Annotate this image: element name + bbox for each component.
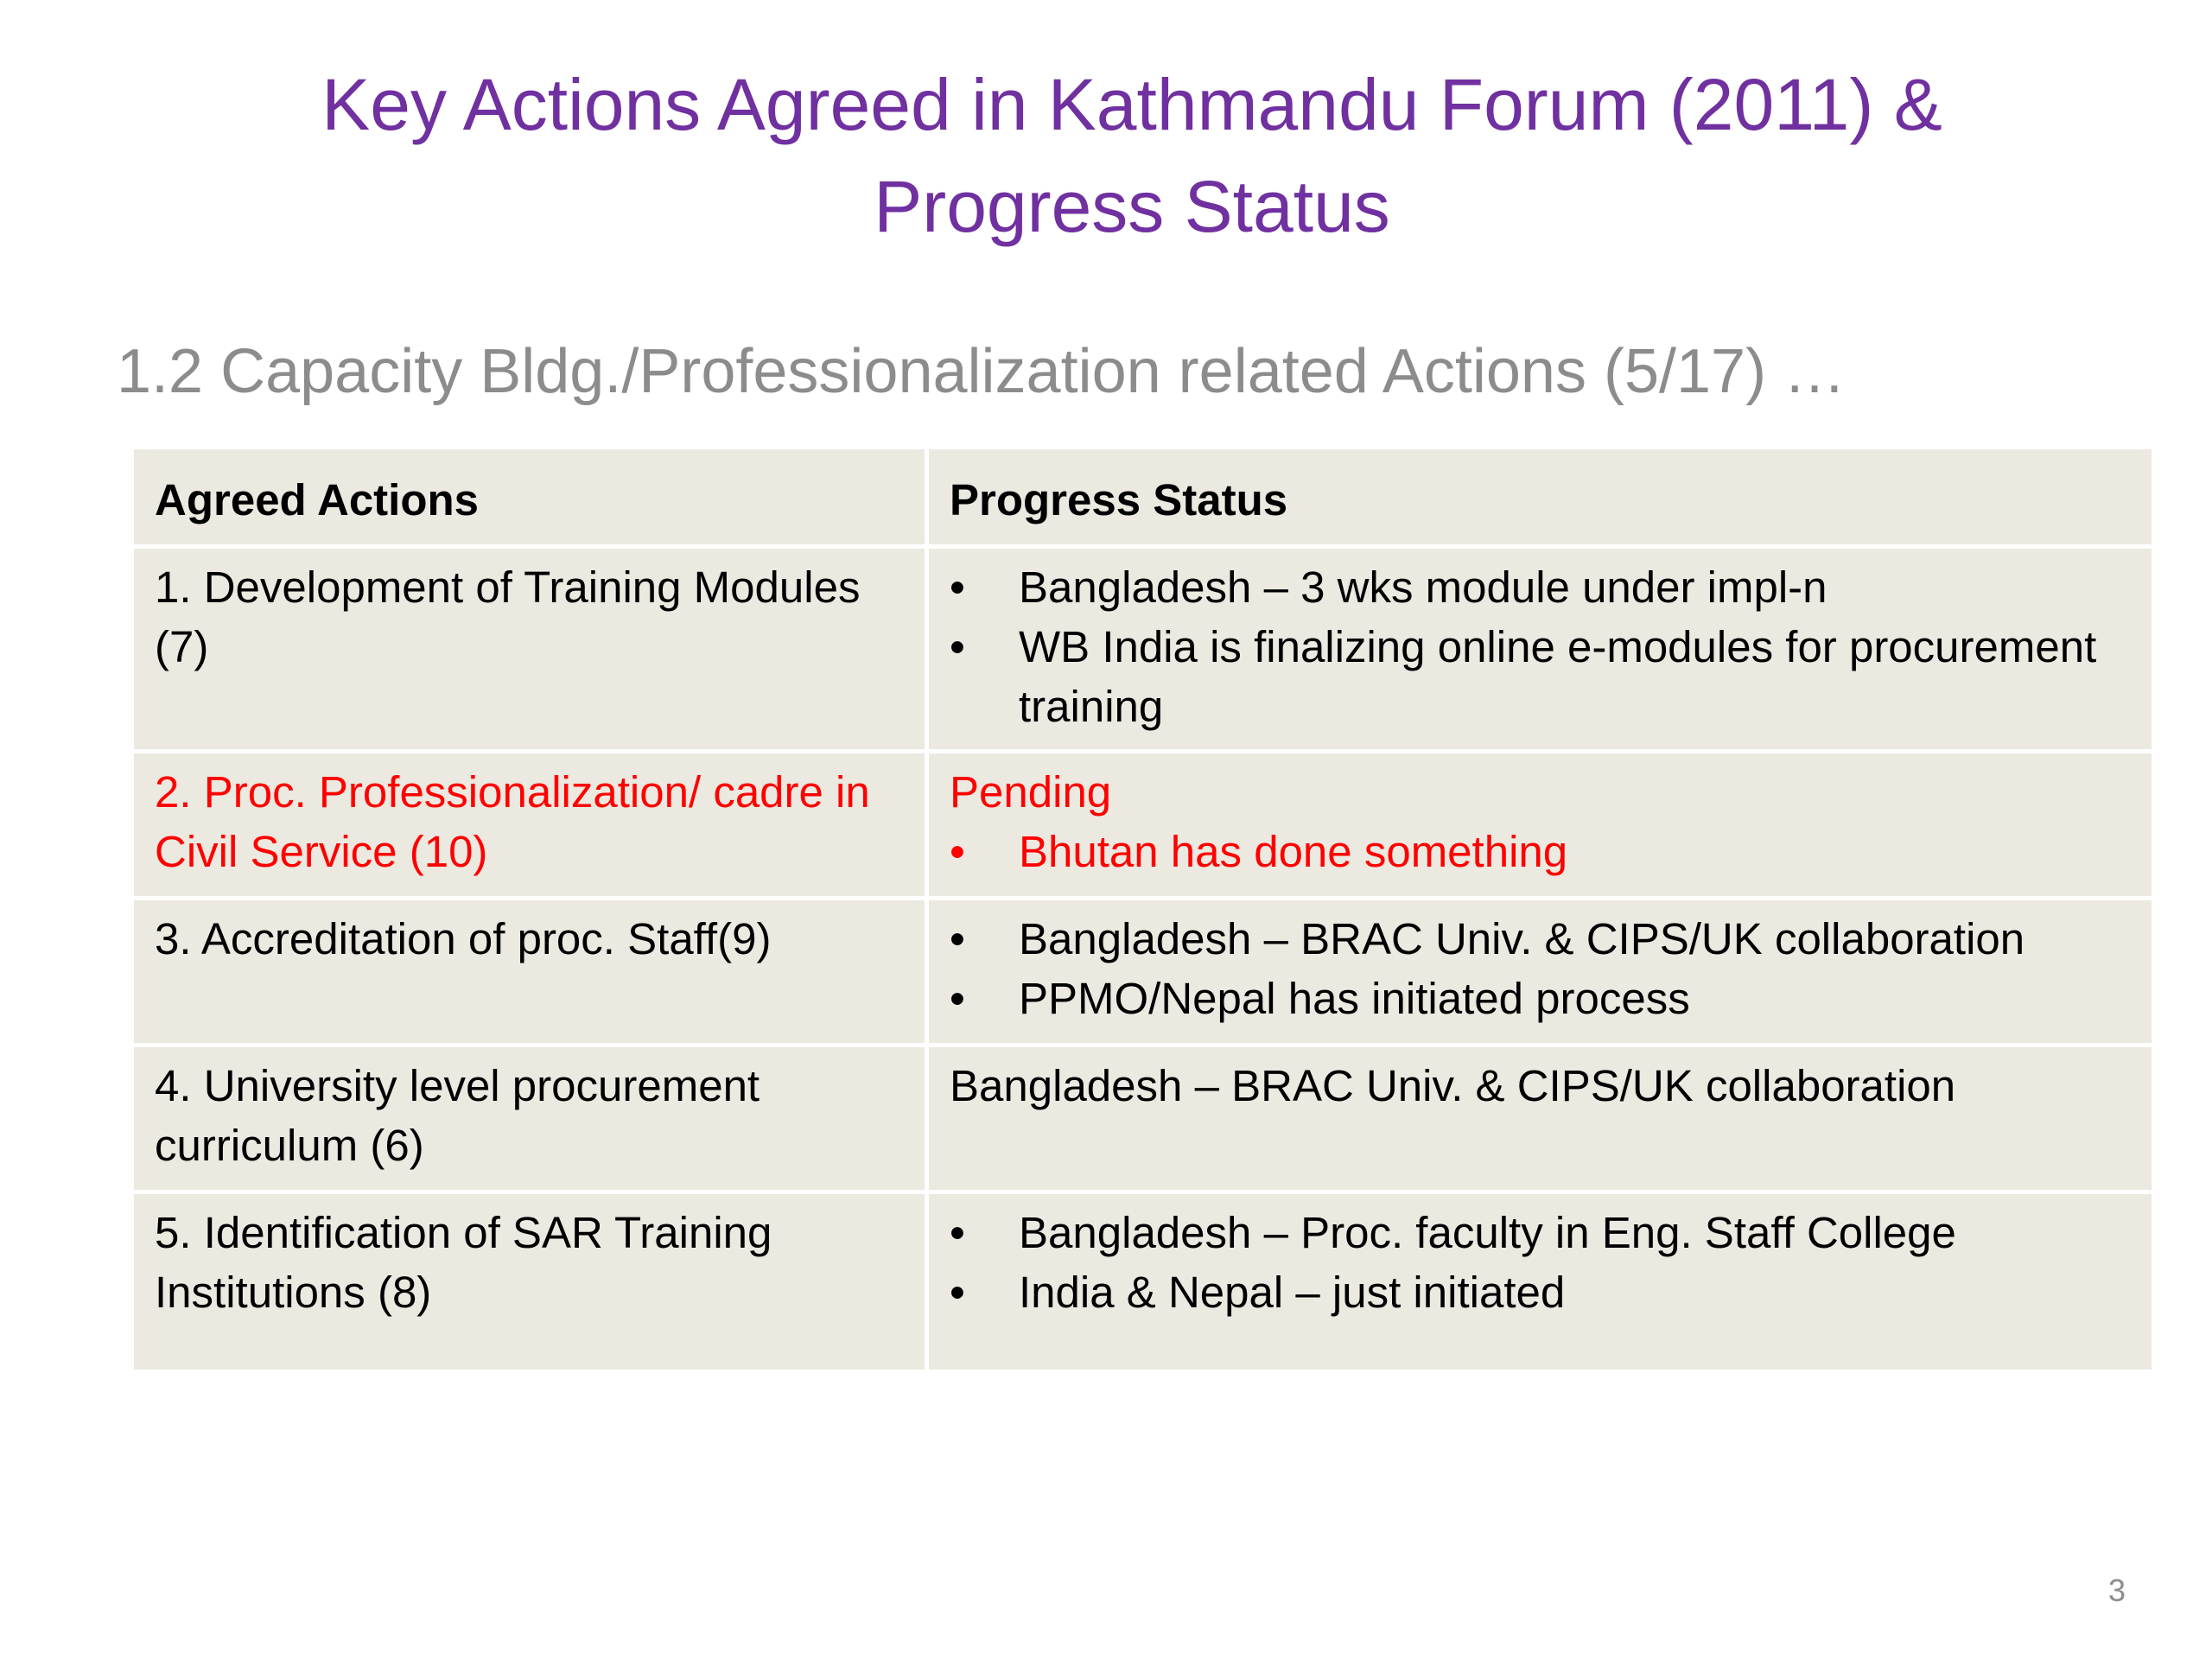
table-row xyxy=(132,1192,2154,1372)
status-bullet-text: Bangladesh – BRAC Univ. & CIPS/UK collaboration xyxy=(1019,914,2025,963)
table-row-highlighted xyxy=(132,752,2154,899)
status-bullet-item xyxy=(950,909,2131,969)
status-text: Bangladesh – BRAC Univ. & CIPS/UK collaboration xyxy=(950,1061,1956,1110)
status-bullet-list xyxy=(950,822,2131,881)
bullet-icon: • xyxy=(950,1208,965,1257)
status-bullet-item xyxy=(950,822,2131,881)
bullet-icon: • xyxy=(950,974,965,1023)
progress-status-cell xyxy=(927,752,2154,899)
slide-title-line-2: Progress Status xyxy=(874,166,1390,247)
status-bullet-text: Bhutan has done something xyxy=(1019,827,1568,876)
bullet-icon: • xyxy=(950,914,965,963)
status-bullet-list xyxy=(950,1203,2131,1322)
table-row xyxy=(132,1046,2154,1192)
status-bullet-text: PPMO/Nepal has initiated process xyxy=(1019,974,1690,1023)
status-bullet-text: Bangladesh – Proc. faculty in Eng. Staff College xyxy=(1019,1208,1956,1257)
table-row xyxy=(132,547,2154,752)
progress-status-cell xyxy=(927,899,2154,1046)
status-bullet-item xyxy=(950,617,2131,736)
header-progress-status: Progress Status xyxy=(927,448,2154,547)
agreed-action-cell: 5. Identification of SAR Training Institutions (8) xyxy=(132,1192,927,1372)
header-agreed-actions: Agreed Actions xyxy=(132,448,927,547)
progress-status-cell xyxy=(927,547,2154,752)
status-bullet-text: India & Nepal – just initiated xyxy=(1019,1268,1566,1317)
bullet-icon: • xyxy=(950,622,965,671)
progress-status-cell xyxy=(927,1046,2154,1192)
status-bullet-item xyxy=(950,969,2131,1028)
agreed-action-cell: 2. Proc. Professionalization/ cadre in Civil Service (10) xyxy=(132,752,927,899)
section-subtitle: 1.2 Capacity Bldg./Professionalization related Actions (5/17) … xyxy=(117,337,1847,406)
status-bullet-item xyxy=(950,1262,2131,1322)
status-bullet-text: Bangladesh – 3 wks module under impl-n xyxy=(1019,563,1827,612)
status-bullet-item xyxy=(950,1203,2131,1262)
status-bullet-item xyxy=(950,557,2131,617)
status-bullet-text: WB India is finalizing online e-modules for procurement training xyxy=(1019,622,2097,731)
bullet-icon: • xyxy=(950,563,965,612)
page-number: 3 xyxy=(2107,1573,2126,1608)
status-text: Pending xyxy=(950,767,1112,817)
actions-table xyxy=(130,445,2156,1374)
agreed-action-cell: 3. Accreditation of proc. Staff(9) xyxy=(132,899,927,1046)
bullet-icon: • xyxy=(950,827,965,876)
progress-status-cell xyxy=(927,1192,2154,1372)
slide-title xyxy=(138,54,2126,257)
agreed-action-cell: 1. Development of Training Modules (7) xyxy=(132,547,927,752)
table-header-row xyxy=(132,448,2154,547)
status-bullet-list xyxy=(950,557,2131,736)
slide-title-line-1: Key Actions Agreed in Kathmandu Forum (2011) & xyxy=(321,64,1942,145)
table-row xyxy=(132,899,2154,1046)
status-bullet-list xyxy=(950,909,2131,1028)
bullet-icon: • xyxy=(950,1268,965,1317)
agreed-action-cell: 4. University level procurement curriculum (6) xyxy=(132,1046,927,1192)
